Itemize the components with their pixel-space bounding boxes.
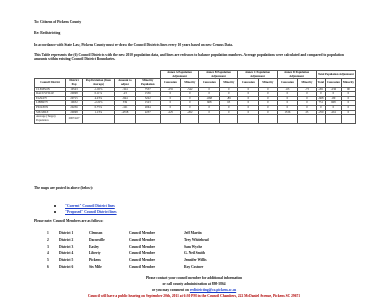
- table-cell: -262: [181, 110, 199, 115]
- table-cell: [298, 115, 316, 123]
- member-row: [47, 265, 209, 272]
- table-cell: 0: [220, 92, 238, 97]
- table-cell: 0: [199, 106, 220, 111]
- district-name-cell: PICKENS: [35, 106, 66, 111]
- table-cell: 63: [220, 101, 238, 106]
- table-cell: 0: [259, 101, 277, 106]
- proposed-lines-link[interactable]: "Proposed" Council District lines: [65, 210, 117, 214]
- table-cell: -261: [325, 110, 341, 115]
- table-cell: -161: [114, 106, 135, 111]
- table-col-header-row: [35, 79, 356, 87]
- table-cell: 0: [238, 87, 259, 92]
- email-prefix: or you may comment on: [151, 288, 189, 292]
- table-cell: -261: [316, 87, 325, 92]
- col-header: Pop Deviation (from Average): [82, 79, 114, 87]
- table-cell: 0: [341, 106, 355, 111]
- questions-text: Please contact your council member for additional information: [145, 276, 243, 280]
- table-cell: 668: [325, 101, 341, 106]
- member-bullet: 3: [47, 244, 49, 249]
- table-cell: [181, 115, 199, 123]
- group-header: Annex B Population Adjustment: [199, 71, 238, 79]
- table-cell: 0: [259, 87, 277, 92]
- table-cell: 0: [325, 106, 341, 111]
- table-cell: [114, 115, 135, 123]
- table-cell: 0: [160, 92, 181, 97]
- group-header: Annex D Population Adjustment: [277, 71, 316, 79]
- population-table: [34, 70, 356, 124]
- table-cell: 0: [298, 96, 316, 101]
- table-body: [35, 87, 356, 123]
- table-cell: 4.23%: [82, 96, 114, 101]
- table-cell: [135, 115, 160, 123]
- table-cell: 0: [341, 96, 355, 101]
- table-cell: 0: [298, 106, 316, 111]
- table-cell: 20074.67: [66, 115, 83, 123]
- col-header: Caucasian: [199, 79, 220, 87]
- table-cell: -844: [114, 96, 135, 101]
- table-cell: 20098: [66, 92, 83, 97]
- members-title: Please note: Council Members are as follows:: [34, 219, 104, 223]
- table-cell: 0: [160, 96, 181, 101]
- table-cell: 7537: [135, 87, 160, 92]
- table-cell: -89: [220, 96, 238, 101]
- member-district: District 2: [59, 237, 74, 242]
- table-cell: 0: [181, 106, 199, 111]
- table-cell: 0: [181, 101, 199, 106]
- table-cell: 0: [298, 92, 316, 97]
- table-cell: -63: [277, 87, 298, 92]
- member-person: G. Neil Smith: [184, 251, 205, 256]
- table-cell: 2064: [135, 106, 160, 111]
- member-row: [47, 238, 209, 245]
- table-cell: 2237: [135, 110, 160, 115]
- table-cell: [259, 115, 277, 123]
- col-header: Minority: [298, 79, 316, 87]
- col-header: Council District: [35, 79, 66, 87]
- member-bullet: 2: [47, 237, 49, 242]
- member-area: Clemson: [89, 231, 103, 235]
- district-name-cell: CLEMSON: [35, 87, 66, 92]
- member-district: District 4: [59, 251, 74, 256]
- member-person: Trey Whitehead: [184, 237, 209, 242]
- member-role: Council Member: [129, 264, 156, 269]
- table-cell: 0: [199, 87, 220, 92]
- table-group-header-row: [35, 71, 356, 79]
- member-row: [47, 231, 209, 238]
- member-district: District 3: [59, 244, 74, 249]
- table-cell: -89: [325, 96, 341, 101]
- bullet-icon: [54, 211, 56, 213]
- table-cell: 539: [114, 101, 135, 106]
- col-header: Caucasian: [325, 79, 341, 87]
- group-header: Annex A Population Adjustment: [160, 71, 199, 79]
- member-area: Liberty: [89, 251, 101, 256]
- table-cell: -668: [199, 96, 220, 101]
- table-cell: [341, 115, 355, 123]
- group-header: Annex C Population Adjustment: [238, 71, 277, 79]
- table-cell: 0: [259, 92, 277, 97]
- map-links: [54, 204, 117, 216]
- table-cell: 0: [341, 110, 355, 115]
- col-header: District Pop: [66, 79, 83, 87]
- to-line: To: Citizens of Pickens County: [34, 20, 82, 24]
- member-area: Pickens: [89, 258, 101, 263]
- table-cell: 19543: [66, 87, 83, 92]
- table-note: This Table represents the (6) Council Districts with the new 2010 population data, and lines are redrawn to balance population numbers. Acreage populations were calculated and compared to population amounts within existing Council District Boundaries.: [34, 53, 344, 62]
- members-list: [47, 231, 209, 272]
- table-cell: [277, 115, 298, 123]
- table-cell: [325, 115, 341, 123]
- table-cell: 1.13%: [82, 110, 114, 115]
- table-cell: 0: [298, 101, 316, 106]
- group-header: Total Population Adjustment: [316, 71, 355, 79]
- table-cell: -23: [114, 92, 135, 97]
- member-district: District 1: [59, 231, 74, 235]
- member-role: Council Member: [129, 237, 156, 242]
- col-header: Caucasian: [238, 79, 259, 87]
- table-cell: [238, 115, 259, 123]
- member-person: Jeff Martin: [184, 231, 202, 235]
- table-cell: 0: [220, 87, 238, 92]
- table-cell: 0: [220, 106, 238, 111]
- member-district: District 5: [59, 258, 74, 263]
- email-line: [0, 288, 388, 292]
- table-cell: 20098: [66, 110, 83, 115]
- table-cell: 0: [316, 106, 325, 111]
- table-cell: 0: [238, 92, 259, 97]
- member-district: District 6: [59, 264, 74, 269]
- member-area: Six Mile: [89, 264, 102, 269]
- member-role: Council Member: [129, 258, 156, 263]
- table-cell: -2.22%: [82, 101, 114, 106]
- table-cell: 3222: [135, 96, 160, 101]
- table-cell: 0: [181, 96, 199, 101]
- table-cell: 23: [298, 110, 316, 115]
- member-role: Council Member: [129, 244, 156, 249]
- table-cell: -225: [160, 110, 181, 115]
- table-cell: 0: [160, 106, 181, 111]
- col-header: Minority: [220, 79, 238, 87]
- table-cell: 0: [238, 96, 259, 101]
- table-cell: 0: [259, 106, 277, 111]
- table-cell: 751: [316, 101, 325, 106]
- member-bullet: 4: [47, 251, 49, 256]
- member-bullet: 6: [47, 264, 49, 269]
- table-cell: 0: [199, 92, 220, 97]
- table-cell: 0: [277, 96, 298, 101]
- table-cell: 668: [199, 101, 220, 106]
- member-role: Council Member: [129, 251, 156, 256]
- table-cell: 0: [277, 106, 298, 111]
- col-header: Caucasian: [277, 79, 298, 87]
- table-cell: -236: [325, 87, 341, 92]
- col-header: Minority: [341, 79, 355, 87]
- member-bullet: 1: [47, 231, 49, 235]
- district-name-cell: Average (Target) Population: [35, 115, 66, 123]
- col-header: Caucasian: [160, 79, 181, 87]
- table-cell: 0: [259, 96, 277, 101]
- table-cell: -668: [316, 96, 325, 101]
- table-cell: 0: [181, 92, 199, 97]
- phone-text: or call county administration at 898-5864: [162, 282, 226, 286]
- member-bullet: 5: [47, 258, 49, 263]
- member-area: Easley: [89, 244, 99, 249]
- table-cell: -542: [181, 87, 199, 92]
- table-cell: 1536: [277, 110, 298, 115]
- table-cell: 0.75%: [82, 106, 114, 111]
- table-cell: 20236: [66, 106, 83, 111]
- table-cell: 19652: [66, 101, 83, 106]
- table-cell: -73: [298, 87, 316, 92]
- table-cell: [220, 115, 238, 123]
- table-cell: 0: [341, 101, 355, 106]
- intro-text: In accordance with State Law, Pickens County must re-draw the Council Districts lines every 10 years based on new Census Data.: [34, 43, 233, 47]
- table-cell: [160, 115, 181, 123]
- re-line: Re: Redistricting: [34, 31, 61, 35]
- table-cell: 0: [341, 92, 355, 97]
- table-cell: 90: [341, 87, 355, 92]
- map-link-item: [54, 210, 117, 216]
- table-cell: 0: [199, 110, 220, 115]
- table-cell: 0: [316, 92, 325, 97]
- table-cell: -324: [114, 87, 135, 92]
- table-cell: 0: [160, 101, 181, 106]
- current-lines-link[interactable]: "Current" Council District lines: [65, 204, 115, 208]
- member-person: Jennifer Willis: [184, 258, 207, 263]
- member-row: [47, 245, 209, 252]
- table-cell: [82, 115, 114, 123]
- table-cell: [316, 115, 325, 123]
- col-header: Minority: [181, 79, 199, 87]
- table-cell: 0: [238, 101, 259, 106]
- table-cell: 0: [238, 110, 259, 115]
- table-cell: 0.11%: [82, 92, 114, 97]
- col-header: Amount to adjust: [114, 79, 135, 87]
- table-cell: -4558: [114, 110, 135, 115]
- table-cell: -250: [316, 110, 325, 115]
- table-cell: [199, 115, 220, 123]
- district-name-cell: DACUSVILLE: [35, 92, 66, 97]
- bullet-icon: [54, 205, 56, 207]
- table-cell: 1536: [135, 92, 160, 97]
- member-person: Sam Wyche: [184, 244, 203, 249]
- table-cell: 0: [277, 92, 298, 97]
- table-cell: 0: [325, 92, 341, 97]
- district-name-cell: SIX MILE: [35, 110, 66, 115]
- hearing-text: Council will have a public hearing on September 20th, 2011 at 6:30 PM in the Council Chambers, 222 McDaniel Avenue, Pickens SC 29671: [87, 294, 301, 298]
- table-cell: 0: [259, 110, 277, 115]
- maps-text: The maps are posted in above (below):: [34, 186, 94, 190]
- member-area: Dacusville: [89, 237, 105, 242]
- table-cell: 0: [277, 101, 298, 106]
- district-name-cell: EASLEY: [35, 96, 66, 101]
- table-cell: -255: [160, 87, 181, 92]
- member-row: [47, 251, 209, 258]
- table-cell: 0: [238, 106, 259, 111]
- email-link[interactable]: redistricting@co.pickens.sc.us: [189, 288, 237, 292]
- member-role: Council Member: [129, 231, 156, 235]
- member-person: Roy Costner: [184, 264, 204, 269]
- table-cell: 20715: [66, 96, 83, 101]
- col-header: Minority: [259, 79, 277, 87]
- table-row: [35, 115, 356, 123]
- col-header: Total: [316, 79, 325, 87]
- table-cell: -1.65%: [82, 87, 114, 92]
- member-row: [47, 258, 209, 265]
- col-header: Minority Population: [135, 79, 160, 87]
- table-cell: 0: [220, 110, 238, 115]
- district-name-cell: LIBERTY: [35, 101, 66, 106]
- table-cell: 1523: [135, 101, 160, 106]
